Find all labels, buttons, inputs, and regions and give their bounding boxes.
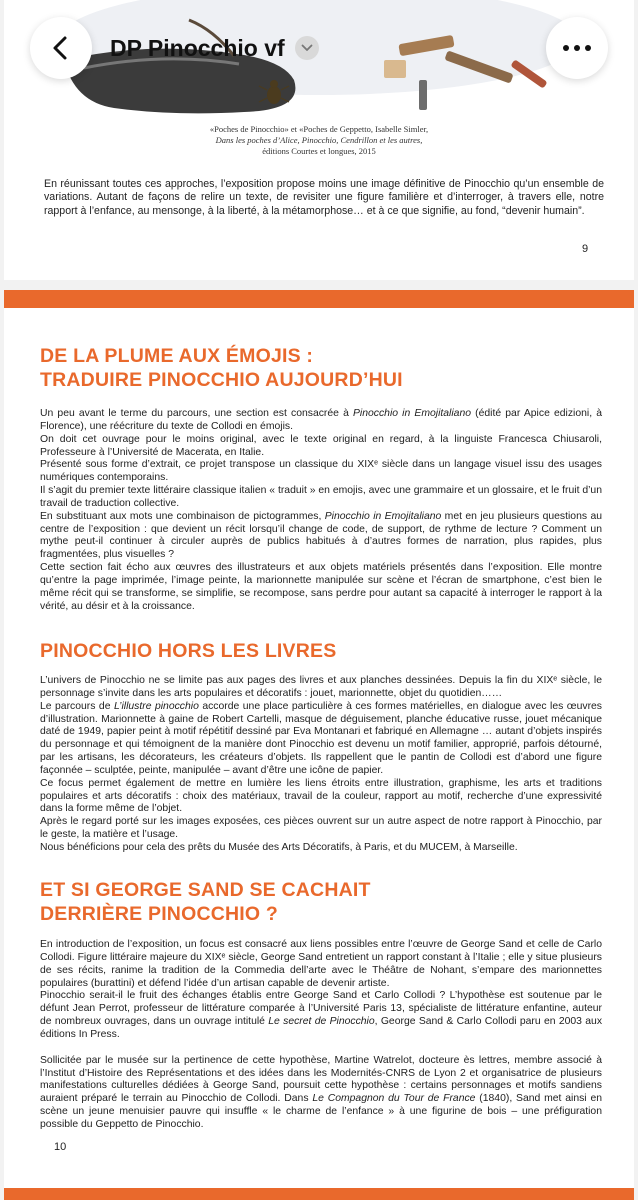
paragraph: Après le regard porté sur les images exposées, ces pièces ouvrent sur un autre aspect de notre rapport à Pinocchio, par le geste, la matière et l’usage. [40, 816, 602, 841]
paragraph: L’univers de Pinocchio ne se limite pas aux pages des livres et aux planches dessinées. Depuis la fin du XIXᵉ siècle, le personnage s’invite dans les arts populaires et décoratifs : jouet, marionnette, objet du quotidien…… [40, 675, 602, 699]
paragraph: En introduction de l’exposition, un focus est consacré aux liens possibles entre l’œuvre de George Sand et celle de Carlo Collodi. Figure littéraire majeure du XIXᵉ siècle, George Sand entretient un rapport constant à l’Italie ; elle y situe plusieurs de ses récits, ranime la tradition de la Commedia dell’arte avec le Théâtre de Nohant, s’empare des marionnettes populaires (burattini) et défend l’idée d’un artisan capable de devenir artiste. [40, 939, 602, 989]
paragraph: Le parcours de L’illustre pinocchio accorde une place particulière à ces formes matérielles, en dialogue avec les œuvres d’illustration. Marionnette à gaine de Robert Cartelli, masque de déguisement, planche éducative russe, jouet mécanique daté de 1949, papier peint à motif répétitif dessiné par Eva Montanari et fabriqué en Allemagne … autant d’objets inspirés du personnage et qui témoignent de la manière dont Pinocchio est devenu un motif familier, approprié, parfois détourné, par les artisans, les décorateurs, les créateurs d’objets. Ils rappellent que le pantin de Collodi est d’abord une figure façonnée – sculptée, peinte, manipulée – avant d’être une icône de papier. [40, 700, 603, 776]
paragraph: Cette section fait écho aux œuvres des illustrateurs et aux objets matériels présentés dans l’exposition. Elle montre qu’entre la page imprimée, l’image peinte, la marionnette manipulée sur scène et l’écran de smartphone, c’est bien le même récit qui se transforme, se simplifie, se recompose, sans perdre pour autant sa capacité à interroger le rapport à la vérité, au désir et à la croissance. [40, 562, 602, 612]
chevron-down-icon [301, 44, 313, 52]
section-george-sand-body [40, 939, 602, 1132]
section-title-line: DERRIÈRE PINOCCHIO ? [40, 903, 279, 925]
section-emojis-body [40, 408, 602, 614]
paragraph: Nous bénéficions pour cela des prêts du Musée des Arts Décoratifs, à Paris, et du MUCEM, à Marseille. [40, 841, 518, 853]
next-page-header-bar [4, 1188, 634, 1200]
section-title-emojis [40, 344, 403, 392]
top-bar [0, 0, 638, 110]
document-title-menu[interactable] [92, 17, 339, 79]
section-title-line: DE LA PLUME AUX ÉMOJIS : [40, 345, 314, 367]
page-header-bar [4, 290, 634, 308]
figure-caption [154, 124, 484, 157]
caption-line-2: Dans les poches d’Alice, Pinocchio, Cendrillon et les autres, [215, 135, 423, 145]
page-number: 9 [582, 243, 589, 255]
caption-line-1: «Poches de Pinocchio» et «Poches de Geppetto, Isabelle Simler, [209, 124, 429, 134]
page-number: 10 [54, 1141, 67, 1153]
document-title: DP Pinocchio vf [110, 34, 285, 61]
paragraph: Un peu avant le terme du parcours, une section est consacrée à Pinocchio in Emojitaliano (édité par Apice edizioni, à Florence), une réécriture du texte de Collodi en émojis. [40, 408, 603, 432]
paragraph: En substituant aux mots une combinaison de pictogrammes, Pinocchio in Emojitaliano met en jeu plusieurs questions au centre de l’exposition : que devient un récit lorsqu’il change de code, de support, de rythme de lecture ? Comment un mythe peut-il continuer à circuler auprès de publics habitués à d’autres formes de narration, plus rapides, plus fragmentées, plus visuelles ? [40, 510, 603, 561]
section-title-george-sand [40, 878, 371, 926]
back-button[interactable] [30, 17, 92, 79]
section-hors-livres-body [40, 675, 602, 855]
paragraph: Pinocchio serait-il le fruit des échanges établis entre George Sand et Carlo Collodi ? L’hypothèse est soutenue par le défunt Jean Perrot, professeur de littérature comparée à l’Université Paris 13, spécialiste de littérature enfantine, auteur de nombreux ouvrages, dans un ouvrage intitulé Le secret de Pinocchio, George Sand & Carlo Collodi paru en 2003 aux éditions In Press. [40, 990, 603, 1040]
paragraph: On doit cet ouvrage pour le moins original, avec le texte original en regard, à la linguiste Francesca Chiusaroli, Professeure à l’Université de Macerata, en Italie. [40, 433, 602, 458]
section-title-line: ET SI GEORGE SAND SE CACHAIT [40, 879, 371, 901]
more-options-button[interactable] [546, 17, 608, 79]
section-title-hors-livres: PINOCCHIO HORS LES LIVRES [40, 640, 337, 662]
paragraph: Il s’agit du premier texte littéraire classique italien « traduit » en emojis, avec une grammaire et un glossaire, et le fruit d’un travail de traduction collective. [40, 485, 602, 509]
more-horizontal-icon [563, 45, 591, 51]
closing-paragraph: En réunissant toutes ces approches, l’exposition propose moins une image définitive de Pinocchio qu’un ensemble de variations. Autant de façons de relire un texte, de revisiter une figure familière et d’interroger, à travers elle, notre rapport à l’enfance, au mensonge, à la liberté, à la métamorphose… et à ce que signifie, au fond, “devenir humain”. [44, 178, 604, 217]
paragraph: Présenté sous forme d’extrait, ce projet transpose un classique du XIXᵉ siècle dans un langage visuel issu des usages numériques contemporains. [40, 459, 602, 484]
caption-line-3: éditions Courtes et longues, 2015 [262, 146, 376, 156]
paragraph: Sollicitée par le musée sur la pertinence de cette hypothèse, Martine Watrelot, docteure ès lettres, membre associé à l’Institut d’Histoire des Représentations et des idées dans les Modernités-CNRS de Lyon 2 et organisatrice de plusieurs manifestations culturelles dédiées à George Sand, poursuit cette hypothèse : certains personnages et motifs sandiens auraient préparé le terrain au Pinocchio de Collodi. Dans Le Compagnon du Tour de France (1840), Sand met ainsi en scène un jeune menuisier pauvre qui insuffle « le charme de l’enfance » à une figurine de bois – une préfiguration possible du Geppetto de Pinocchio. [40, 1054, 602, 1130]
paragraph: Ce focus permet également de mettre en lumière les liens étroits entre illustration, graphisme, les arts et traditions populaires et arts décoratifs : choix des matériaux, travail de la couleur, rapport au motif, recherche d’une expressivité dans la forme même de l’objet. [40, 777, 602, 815]
title-dropdown-toggle[interactable] [295, 36, 319, 60]
section-title-line: TRADUIRE PINOCCHIO AUJOURD’HUI [40, 369, 403, 391]
chevron-left-icon [50, 35, 72, 61]
document-page-10 [4, 290, 634, 1188]
